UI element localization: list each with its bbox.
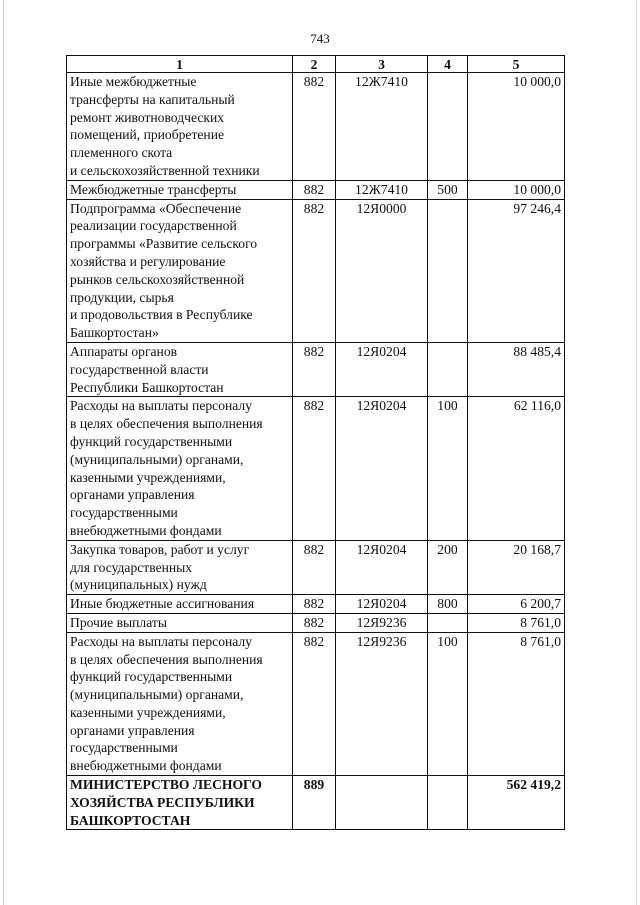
row-code-cell: 882 xyxy=(293,540,336,594)
row-csr-cell: 12Ж7410 xyxy=(336,180,428,199)
row-sum-cell: 8 761,0 xyxy=(468,632,565,775)
row-csr-cell: 12Я0000 xyxy=(336,199,428,342)
table-row xyxy=(67,613,565,632)
header-col-2: 2 xyxy=(293,56,336,73)
row-name-cell: Иные межбюджетные трансферты на капитальный ремонт животноводческих помещений, приобретение племенного скота и сельскохозяйственной техники xyxy=(67,73,293,181)
row-csr-cell: 12Я0204 xyxy=(336,397,428,540)
row-name-cell: Расходы на выплаты персоналу в целях обеспечения выполнения функций государственными (муниципальными) органами, казенными учреждениями, органами управления государственными внебюджетными фондами xyxy=(67,397,293,540)
row-csr-cell: 12Я0204 xyxy=(336,595,428,614)
row-code-cell: 882 xyxy=(293,397,336,540)
header-col-5: 5 xyxy=(468,56,565,73)
table-total-row xyxy=(67,776,565,830)
row-name-cell: Аппараты органов государственной власти Республики Башкортостан xyxy=(67,342,293,396)
page-right-edge xyxy=(636,0,637,905)
row-vr-cell xyxy=(428,342,468,396)
header-col-3: 3 xyxy=(336,56,428,73)
header-col-1: 1 xyxy=(67,56,293,73)
row-sum-cell: 97 246,4 xyxy=(468,199,565,342)
row-name-cell: МИНИСТЕРСТВО ЛЕСНОГО ХОЗЯЙСТВА РЕСПУБЛИКИ БАШКОРТОСТАН xyxy=(67,776,293,830)
row-sum-cell: 20 168,7 xyxy=(468,540,565,594)
row-csr-cell: 12Я9236 xyxy=(336,613,428,632)
table-row xyxy=(67,540,565,594)
row-vr-cell: 800 xyxy=(428,595,468,614)
row-csr-cell xyxy=(336,776,428,830)
row-code-cell: 882 xyxy=(293,73,336,181)
table-header-row xyxy=(67,56,565,73)
table-row xyxy=(67,632,565,775)
row-csr-cell: 12Я0204 xyxy=(336,342,428,396)
row-code-cell: 889 xyxy=(293,776,336,830)
row-code-cell: 882 xyxy=(293,613,336,632)
row-code-cell: 882 xyxy=(293,595,336,614)
row-sum-cell: 88 485,4 xyxy=(468,342,565,396)
table-row xyxy=(67,180,565,199)
row-sum-cell: 62 116,0 xyxy=(468,397,565,540)
row-code-cell: 882 xyxy=(293,199,336,342)
row-name-cell: Закупка товаров, работ и услуг для государственных (муниципальных) нужд xyxy=(67,540,293,594)
row-csr-cell: 12Ж7410 xyxy=(336,73,428,181)
row-sum-cell: 562 419,2 xyxy=(468,776,565,830)
row-vr-cell xyxy=(428,776,468,830)
row-name-cell: Иные бюджетные ассигнования xyxy=(67,595,293,614)
row-name-cell: Расходы на выплаты персоналу в целях обеспечения выполнения функций государственными (муниципальными) органами, казенными учреждениями, органами управления государственными внебюджетными фондами xyxy=(67,632,293,775)
page-number: 743 xyxy=(310,31,330,46)
row-vr-cell: 200 xyxy=(428,540,468,594)
page-left-edge xyxy=(3,0,4,905)
row-csr-cell: 12Я9236 xyxy=(336,632,428,775)
row-sum-cell: 10 000,0 xyxy=(468,73,565,181)
row-sum-cell: 8 761,0 xyxy=(468,613,565,632)
row-code-cell: 882 xyxy=(293,342,336,396)
row-name-cell: Прочие выплаты xyxy=(67,613,293,632)
header-col-4: 4 xyxy=(428,56,468,73)
row-sum-cell: 6 200,7 xyxy=(468,595,565,614)
table-row xyxy=(67,397,565,540)
table-row xyxy=(67,342,565,396)
row-code-cell: 882 xyxy=(293,632,336,775)
row-sum-cell: 10 000,0 xyxy=(468,180,565,199)
row-vr-cell xyxy=(428,73,468,181)
row-vr-cell: 500 xyxy=(428,180,468,199)
row-name-cell: Межбюджетные трансферты xyxy=(67,180,293,199)
budget-table xyxy=(66,55,565,830)
row-vr-cell xyxy=(428,199,468,342)
table-row xyxy=(67,199,565,342)
row-vr-cell xyxy=(428,613,468,632)
table-row xyxy=(67,595,565,614)
budget-table-body xyxy=(67,56,565,830)
row-name-cell: Подпрограмма «Обеспечение реализации государственной программы «Развитие сельского хозяйства и регулирование рынков сельскохозяйственной продукции, сырья и продовольствия в Республике Башкортостан» xyxy=(67,199,293,342)
table-row xyxy=(67,73,565,181)
row-vr-cell: 100 xyxy=(428,397,468,540)
row-code-cell: 882 xyxy=(293,180,336,199)
row-vr-cell: 100 xyxy=(428,632,468,775)
row-csr-cell: 12Я0204 xyxy=(336,540,428,594)
